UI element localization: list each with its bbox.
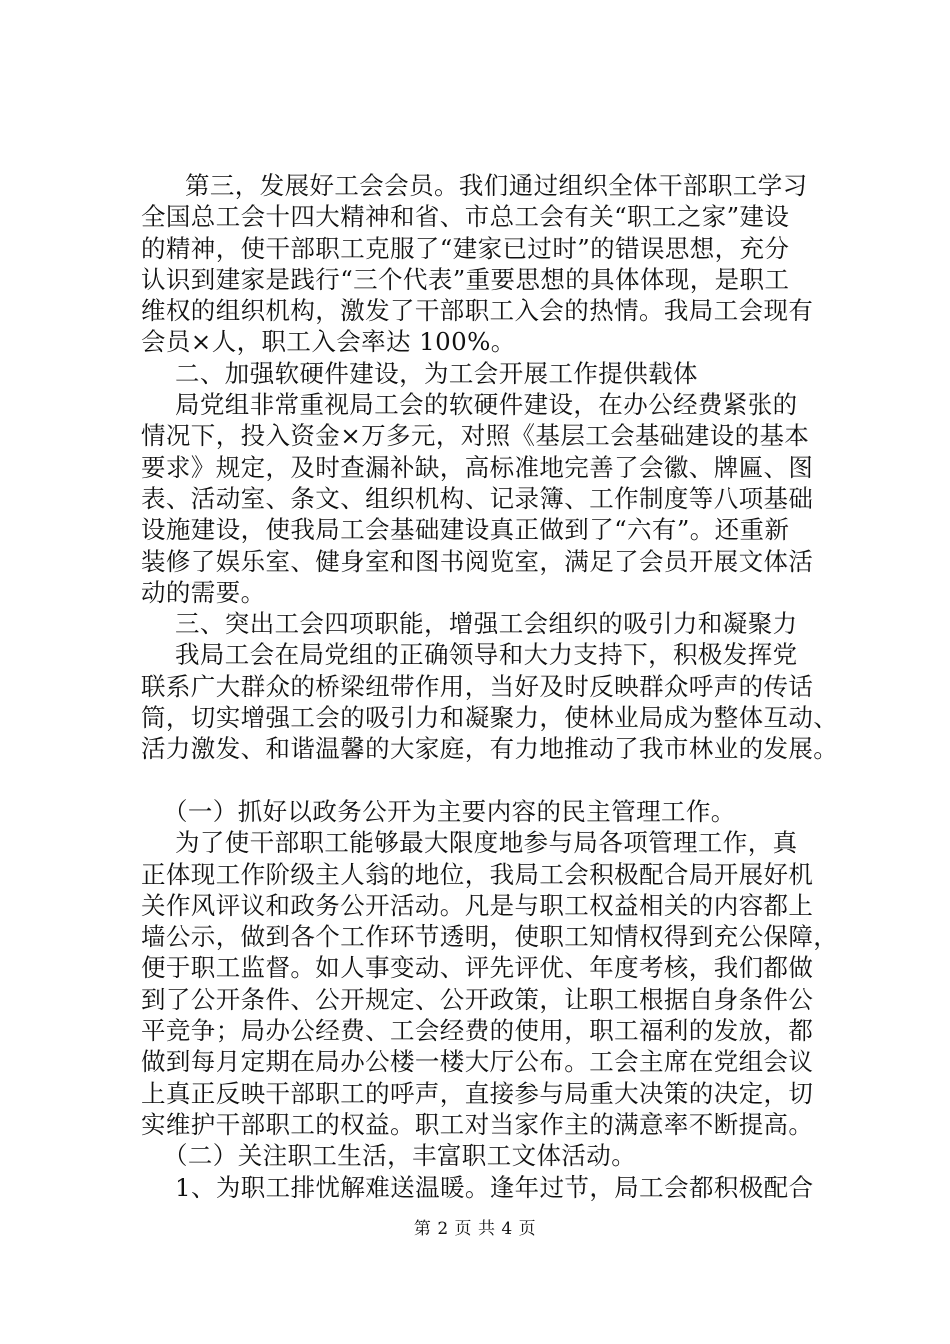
paragraph-line: 全国总工会十四大精神和省、市总工会有关“职工之家”建设: [141, 202, 790, 232]
paragraph-line: 联系广大群众的桥梁纽带作用，当好及时反映群众呼声的传话: [141, 671, 814, 701]
paragraph-line: 1、为职工排忧解难送温暖。逢年过节，局工会都积极配合: [175, 1172, 814, 1202]
paragraph-line: 活力激发、和谐温馨的大家庭，有力地推动了我市林业的发展。: [141, 734, 839, 764]
paragraph-line: 要求》规定，及时查漏补缺，高标准地完善了会徽、牌匾、图: [141, 452, 814, 482]
paragraph-line: 设施建设，使我局工会基础建设真正做到了“六有”。还重新: [141, 515, 790, 545]
paragraph-line: 关作风评议和政务公开活动。凡是与职工权益相关的内容都上: [141, 890, 814, 920]
subsection-heading: （一）抓好以政务公开为主要内容的民主管理工作。: [163, 796, 736, 826]
paragraph-line: 第三，发展好工会会员。我们通过组织全体干部职工学习: [185, 171, 808, 200]
paragraph-line: 装修了娱乐室、健身室和图书阅览室，满足了会员开展文体活: [141, 546, 814, 576]
subsection-heading: （二）关注职工生活，丰富职工文体活动。: [163, 1141, 637, 1171]
paragraph-line: 便于职工监督。如人事变动、评先评优、年度考核，我们都做: [141, 953, 814, 983]
document-body: [141, 170, 861, 1203]
paragraph-line: 我局工会在局党组的正确领导和大力支持下，积极发挥党: [175, 640, 798, 670]
paragraph-line: 局党组非常重视局工会的软硬件建设，在办公经费紧张的: [175, 390, 798, 420]
paragraph-line: 到了公开条件、公开规定、公开政策，让职工根据自身条件公: [141, 984, 814, 1014]
paragraph-line: 实维护干部职工的权益。职工对当家作主的满意率不断提高。: [141, 1109, 814, 1139]
paragraph-line: 动的需要。: [141, 577, 266, 607]
paragraph-line: 上真正反映干部职工的呼声，直接参与局重大决策的决定，切: [141, 1078, 814, 1108]
paragraph-line: 为了使干部职工能够最大限度地参与局各项管理工作，真: [175, 828, 798, 858]
paragraph-line: 会员×人，职工入会率达 100%。: [141, 327, 516, 357]
paragraph-line: 墙公示，做到各个工作环节透明，使职工知情权得到充公保障，: [141, 922, 839, 952]
section-heading: 三、突出工会四项职能，增强工会组织的吸引力和凝聚力: [175, 609, 798, 639]
section-heading: 二、加强软硬件建设，为工会开展工作提供载体: [175, 358, 698, 388]
paragraph-line: 做到每月定期在局办公楼一楼大厅公布。工会主席在党组会议: [141, 1047, 814, 1077]
paragraph-line: 正体现工作阶级主人翁的地位，我局工会积极配合局开展好机: [141, 859, 814, 889]
paragraph-line: 平竞争；局办公经费、工会经费的使用，职工福利的发放，都: [141, 1016, 814, 1046]
page-footer: 第 2 页 共 4 页: [413, 1219, 537, 1239]
paragraph-line: 筒，切实增强工会的吸引力和凝聚力，使林业局成为整体互动、: [141, 703, 839, 733]
paragraph-line: 维权的组织机构，激发了干部职工入会的热情。我局工会现有: [141, 296, 814, 326]
blank-line: [141, 765, 861, 796]
paragraph-line: 情况下，投入资金×万多元，对照《基层工会基础建设的基本: [141, 421, 810, 451]
paragraph-line: 的精神，使干部职工克服了“建家已过时”的错误思想，充分: [141, 233, 790, 263]
paragraph-line: 认识到建家是践行“三个代表”重要思想的具体体现，是职工: [141, 264, 790, 294]
paragraph-line: 表、活动室、条文、组织机构、记录簿、工作制度等八项基础: [141, 483, 814, 513]
